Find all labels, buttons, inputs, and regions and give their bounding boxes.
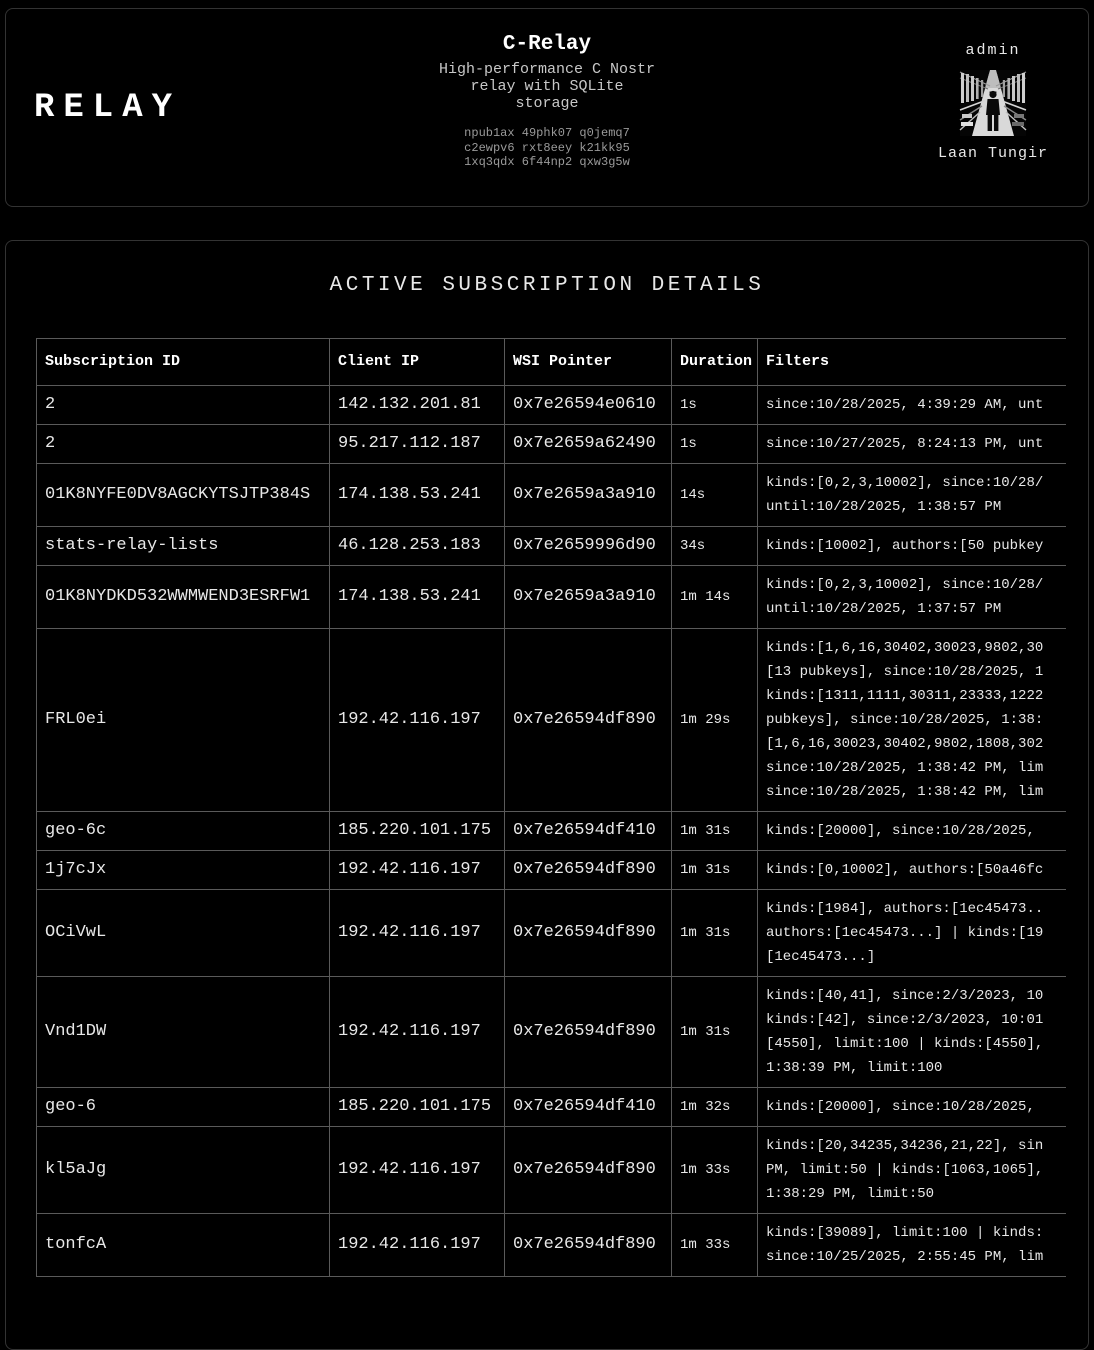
filter-line: kinds:[10002], authors:[50 pubkey — [766, 538, 1044, 554]
filter-line: since:10/27/2025, 8:24:13 PM, unt — [766, 436, 1044, 452]
filter-line: kinds:[0,10002], authors:[50a46fc — [766, 862, 1044, 878]
filters-cell — [758, 890, 1066, 977]
profile-name: Laan Tungir — [937, 145, 1049, 162]
subscription-id-cell: kl5aJg — [37, 1127, 330, 1214]
table-row — [37, 1214, 1066, 1277]
filter-line: PM, limit:50 | kinds:[1063,1065], — [766, 1162, 1044, 1178]
filter-line: [1ec45473...] — [766, 949, 876, 965]
filter-line: 1:38:29 PM, limit:50 — [766, 1186, 935, 1202]
wsi-pointer-cell: 0x7e26594e0610 — [505, 386, 672, 425]
filters-cell — [758, 527, 1066, 566]
filter-line: kinds:[40,41], since:2/3/2023, 10 — [766, 988, 1044, 1004]
filters-cell — [758, 812, 1066, 851]
client-ip-cell: 192.42.116.197 — [330, 1214, 505, 1277]
duration-cell: 34s — [672, 527, 758, 566]
filter-line: authors:[1ec45473...] | kinds:[19 — [766, 925, 1044, 941]
wsi-pointer-cell: 0x7e26594df890 — [505, 629, 672, 812]
subscription-id-cell: Vnd1DW — [37, 977, 330, 1088]
client-ip-cell: 192.42.116.197 — [330, 977, 505, 1088]
client-ip-cell: 185.220.101.175 — [330, 812, 505, 851]
wsi-pointer-cell: 0x7e26594df410 — [505, 812, 672, 851]
filters-cell — [758, 851, 1066, 890]
header-card — [5, 8, 1089, 207]
subscription-id-cell: geo-6c — [37, 812, 330, 851]
table-row — [37, 386, 1066, 425]
table-header-row — [37, 339, 1066, 386]
filters-cell — [758, 1088, 1066, 1127]
filter-line: [4550], limit:100 | kinds:[4550], — [766, 1036, 1044, 1052]
table-row — [37, 425, 1066, 464]
table-row — [37, 566, 1066, 629]
profile-role-label: admin — [965, 42, 1021, 59]
filter-line: until:10/28/2025, 1:37:57 PM — [766, 601, 1002, 617]
client-ip-cell: 174.138.53.241 — [330, 566, 505, 629]
col-header-wsi-pointer: WSI Pointer — [505, 339, 672, 386]
filter-line: kinds:[39089], limit:100 | kinds: — [766, 1225, 1044, 1241]
npub-line: 1xq3qdx 6f44np2 qxw3g5w — [464, 155, 630, 169]
filter-line: [13 pubkeys], since:10/28/2025, 1 — [766, 664, 1044, 680]
duration-cell: 1s — [672, 425, 758, 464]
duration-cell: 1m 32s — [672, 1088, 758, 1127]
client-ip-cell: 95.217.112.187 — [330, 425, 505, 464]
npub-key — [397, 126, 697, 170]
duration-cell: 1m 33s — [672, 1127, 758, 1214]
filter-line: since:10/28/2025, 1:38:42 PM, lim — [766, 760, 1044, 776]
duration-cell: 14s — [672, 464, 758, 527]
filter-line: kinds:[20,34235,34236,21,22], sin — [766, 1138, 1044, 1154]
wsi-pointer-cell: 0x7e26594df890 — [505, 1214, 672, 1277]
subscription-id-cell: 01K8NYFE0DV8AGCKYTSJTP384S — [37, 464, 330, 527]
filters-cell — [758, 977, 1066, 1088]
app-title-block — [397, 33, 697, 170]
client-ip-cell: 185.220.101.175 — [330, 1088, 505, 1127]
filters-cell — [758, 1214, 1066, 1277]
filter-line: kinds:[20000], since:10/28/2025, — [766, 1099, 1035, 1115]
table-row — [37, 629, 1066, 812]
client-ip-cell: 192.42.116.197 — [330, 1127, 505, 1214]
duration-cell: 1m 29s — [672, 629, 758, 812]
filter-line: 1:38:39 PM, limit:100 — [766, 1060, 943, 1076]
avatar — [960, 70, 1026, 136]
duration-cell: 1m 31s — [672, 977, 758, 1088]
client-ip-cell: 46.128.253.183 — [330, 527, 505, 566]
col-header-subscription-id: Subscription ID — [37, 339, 330, 386]
subscription-id-cell: 01K8NYDKD532WWMWEND3ESRFW1 — [37, 566, 330, 629]
col-header-client-ip: Client IP — [330, 339, 505, 386]
client-ip-cell: 142.132.201.81 — [330, 386, 505, 425]
filters-cell — [758, 1127, 1066, 1214]
wsi-pointer-cell: 0x7e2659a3a910 — [505, 464, 672, 527]
filter-line: kinds:[42], since:2/3/2023, 10:01 — [766, 1012, 1044, 1028]
wsi-pointer-cell: 0x7e2659a62490 — [505, 425, 672, 464]
subscription-id-cell: 1j7cJx — [37, 851, 330, 890]
table-row — [37, 464, 1066, 527]
col-header-duration: Duration — [672, 339, 758, 386]
npub-line: npub1ax 49phk07 q0jemq7 — [464, 126, 630, 140]
subscription-id-cell: tonfcA — [37, 1214, 330, 1277]
table-row — [37, 527, 1066, 566]
filter-line: since:10/28/2025, 4:39:29 AM, unt — [766, 397, 1044, 413]
filters-cell — [758, 464, 1066, 527]
filters-cell — [758, 386, 1066, 425]
filter-line: [1,6,16,30023,30402,9802,1808,302 — [766, 736, 1044, 752]
admin-profile — [933, 42, 1053, 162]
duration-cell: 1m 31s — [672, 890, 758, 977]
subscriptions-table — [36, 338, 1066, 1277]
filter-line: until:10/28/2025, 1:38:57 PM — [766, 499, 1002, 515]
client-ip-cell: 192.42.116.197 — [330, 851, 505, 890]
wsi-pointer-cell: 0x7e26594df410 — [505, 1088, 672, 1127]
wsi-pointer-cell: 0x7e26594df890 — [505, 890, 672, 977]
filters-cell — [758, 425, 1066, 464]
filter-line: kinds:[20000], since:10/28/2025, — [766, 823, 1035, 839]
col-header-filters: Filters — [758, 339, 1066, 386]
subscription-id-cell: FRL0ei — [37, 629, 330, 812]
relay-logo: RELAY — [34, 88, 182, 127]
subscription-id-cell: 2 — [37, 425, 330, 464]
table-row — [37, 1127, 1066, 1214]
wsi-pointer-cell: 0x7e26594df890 — [505, 851, 672, 890]
table-row — [37, 890, 1066, 977]
filters-cell — [758, 629, 1066, 812]
app-subtitle: High-performance C Nostr relay with SQLite storage — [438, 61, 656, 112]
filter-line: kinds:[1,6,16,30402,30023,9802,30 — [766, 640, 1044, 656]
duration-cell: 1m 33s — [672, 1214, 758, 1277]
subscription-id-cell: 2 — [37, 386, 330, 425]
npub-line: c2ewpv6 rxt8eey k21kk95 — [464, 140, 630, 155]
filter-line: kinds:[1311,1111,30311,23333,1222 — [766, 688, 1044, 704]
client-ip-cell: 174.138.53.241 — [330, 464, 505, 527]
section-heading: ACTIVE SUBSCRIPTION DETAILS — [329, 274, 765, 297]
subscription-id-cell: geo-6 — [37, 1088, 330, 1127]
app-title: C-Relay — [502, 33, 592, 56]
wsi-pointer-cell: 0x7e2659a3a910 — [505, 566, 672, 629]
wsi-pointer-cell: 0x7e26594df890 — [505, 1127, 672, 1214]
table-row — [37, 812, 1066, 851]
filter-line: kinds:[1984], authors:[1ec45473.. — [766, 901, 1044, 917]
duration-cell: 1m 31s — [672, 851, 758, 890]
client-ip-cell: 192.42.116.197 — [330, 629, 505, 812]
filter-line: kinds:[0,2,3,10002], since:10/28/ — [766, 577, 1044, 593]
wsi-pointer-cell: 0x7e26594df890 — [505, 977, 672, 1088]
client-ip-cell: 192.42.116.197 — [330, 890, 505, 977]
filter-line: kinds:[0,2,3,10002], since:10/28/ — [766, 475, 1044, 491]
wsi-pointer-cell: 0x7e2659996d90 — [505, 527, 672, 566]
filter-line: since:10/25/2025, 2:55:45 PM, lim — [766, 1249, 1044, 1265]
subscriptions-card — [5, 240, 1089, 1350]
filters-cell — [758, 566, 1066, 629]
table-row — [37, 851, 1066, 890]
duration-cell: 1s — [672, 386, 758, 425]
filter-line: since:10/28/2025, 1:38:42 PM, lim — [766, 784, 1044, 800]
subscription-id-cell: OCiVwL — [37, 890, 330, 977]
duration-cell: 1m 31s — [672, 812, 758, 851]
duration-cell: 1m 14s — [672, 566, 758, 629]
subscription-id-cell: stats-relay-lists — [37, 527, 330, 566]
subscriptions-table-wrap — [36, 338, 1065, 1277]
table-row — [37, 1088, 1066, 1127]
subscriptions-table-body — [37, 386, 1066, 1277]
table-row — [37, 977, 1066, 1088]
filter-line: pubkeys], since:10/28/2025, 1:38: — [766, 712, 1044, 728]
